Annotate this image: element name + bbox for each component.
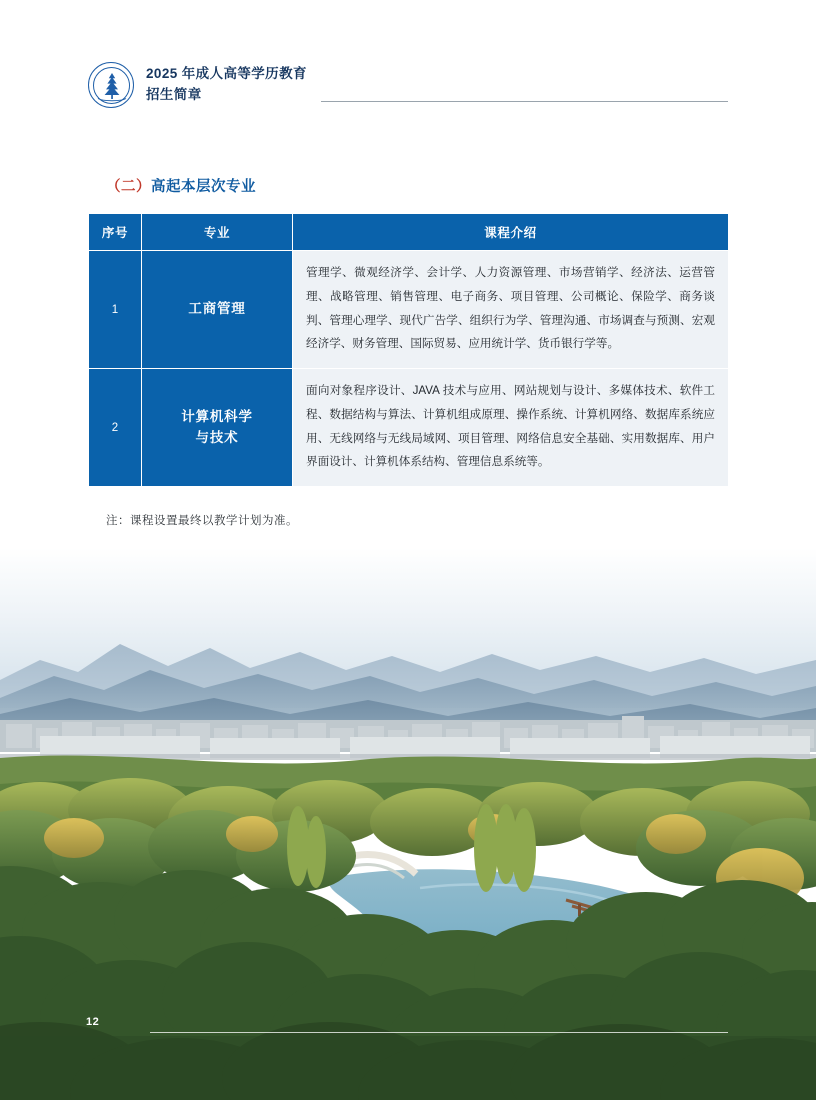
page-header [88,55,728,115]
row-course-description: 管理学、微观经济学、会计学、人力资源管理、市场营销学、经济法、运营管理、战略管理、销售管理、电子商务、项目管理、公司概论、保险学、商务谈判、管理心理学、现代广告学、组织行为学、管理沟通、市场调查与预测、宏观经济学、财务管理、国际贸易、应用统计学、货币银行学等。 [293,251,729,369]
row-major-name-line2: 与技术 [195,429,239,445]
row-number: 1 [89,251,142,369]
header-title-block [146,64,307,106]
table-note: 注：课程设置最终以教学计划为准。 [106,515,298,527]
table-header-row [89,214,729,251]
header-title-line1: 2025 年成人高等学历教育 [146,66,307,82]
header-divider [321,101,728,102]
table-row [89,251,729,369]
footer-divider [150,1032,728,1033]
column-header-no: 序号 [89,214,142,251]
column-header-major: 专业 [142,214,293,251]
university-seal-icon [88,62,134,108]
table-row [89,369,729,487]
row-major-name-line1: 计算机科学 [181,408,253,424]
row-major-name: 工商管理 [142,251,293,369]
row-number: 2 [89,369,142,487]
column-header-courses: 课程介绍 [293,214,729,251]
section-title: 高起本层次专业 [151,179,256,195]
campus-landscape-photo [0,548,816,1100]
header-title-line2: 招生简章 [146,87,202,102]
row-course-description: 面向对象程序设计、JAVA 技术与应用、网站规划与设计、多媒体技术、软件工程、数据结构与算法、计算机组成原理、操作系统、计算机网络、数据库系统应用、无线网络与无线局域网、项目管理、网络信息安全基础、实用数据库、用户界面设计、计算机体系结构、管理信息系统等。 [293,369,729,487]
section-prefix: （二） [106,179,151,195]
page-title [106,175,256,196]
major-course-table [88,213,729,487]
row-major-name [142,369,293,487]
page-number: 12 [86,1016,100,1028]
